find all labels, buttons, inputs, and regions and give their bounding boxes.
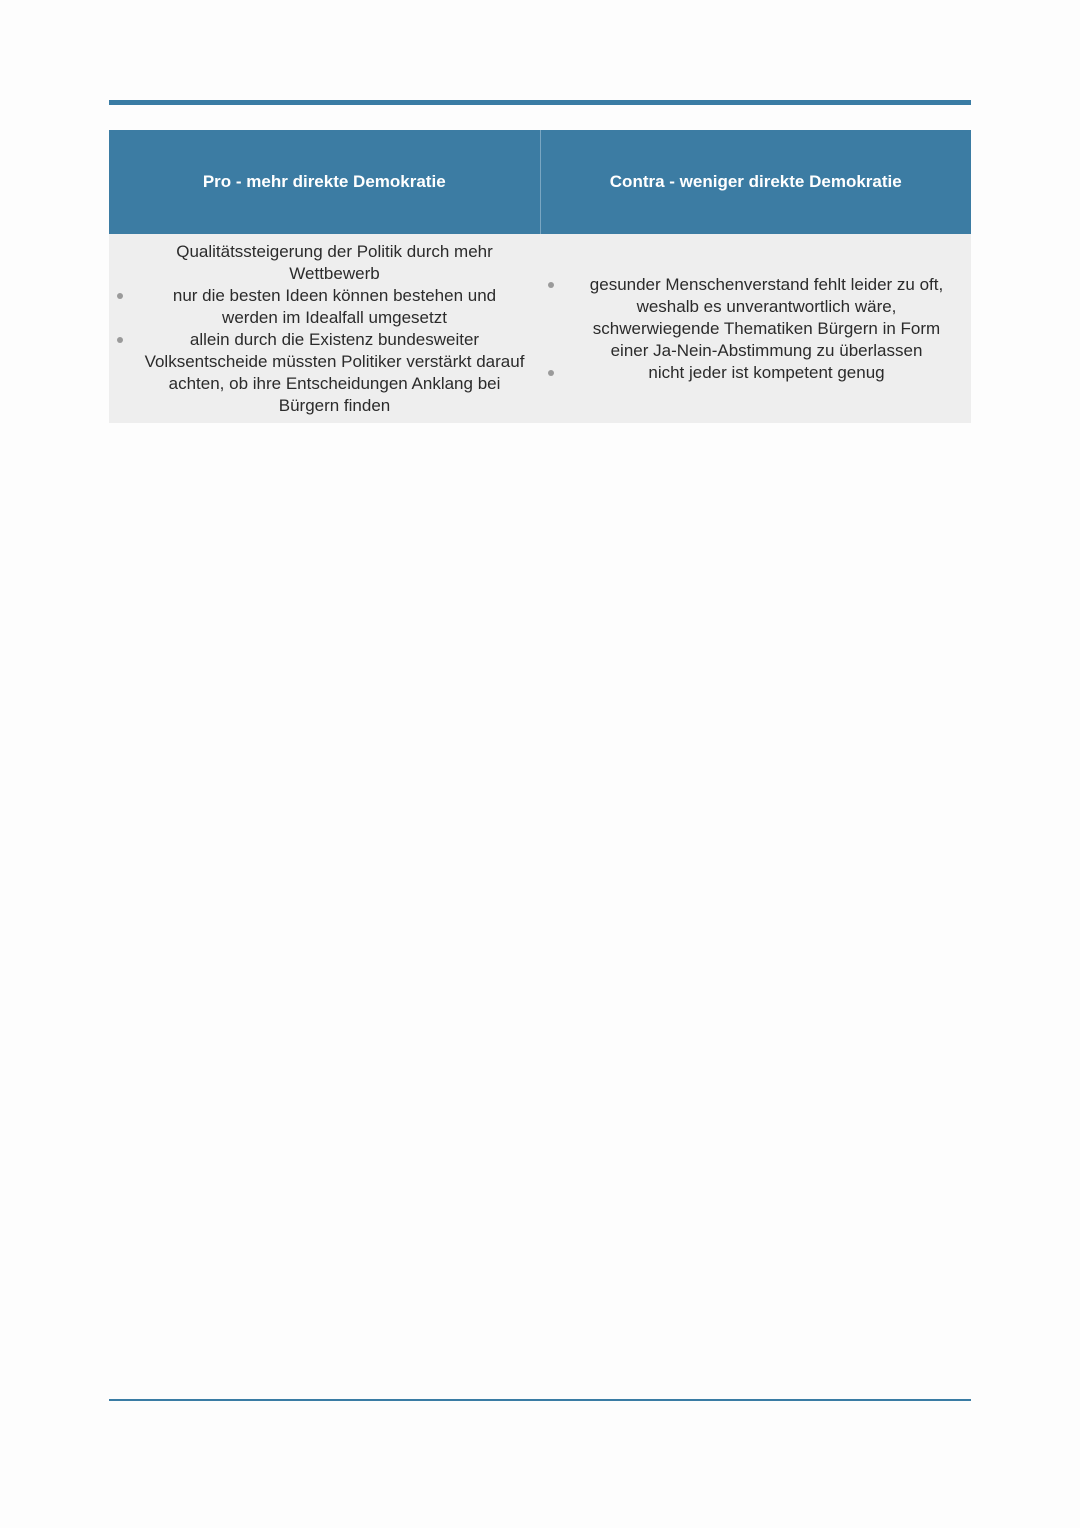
bullet-icon	[117, 337, 123, 343]
pro-cell	[109, 234, 540, 423]
pro-contra-table	[109, 130, 971, 423]
contra-arguments: gesunder Menschenverstand fehlt leider zu oft, weshalb es unverantwortlich wäre, schwerwiegende Thematiken Bürgern in Form einer Ja-Nein-Abstimmung zu überlassen nicht jeder ist kompetent genug	[589, 275, 944, 382]
header-pro: Pro - mehr direkte Demokratie	[202, 172, 446, 191]
table-header-row	[109, 130, 971, 234]
bullet-icon	[548, 282, 554, 288]
bullet-icon	[548, 370, 554, 376]
bottom-rule	[109, 1399, 971, 1401]
table-body-row	[109, 234, 971, 423]
header-contra: Contra - weniger direkte Demokratie	[540, 130, 972, 234]
pro-arguments: Qualitätssteigerung der Politik durch mehr Wettbewerb nur die besten Ideen können bestehen und werden im Idealfall umgesetzt allein durch die Existenz bundesweiter Volksentscheide müssten Politiker verstärkt darauf achten, ob ihre Entscheidungen Anklang bei Bürgern finden	[144, 242, 525, 415]
contra-cell	[540, 234, 971, 423]
bullet-icon	[117, 293, 123, 299]
top-rule	[109, 100, 971, 105]
